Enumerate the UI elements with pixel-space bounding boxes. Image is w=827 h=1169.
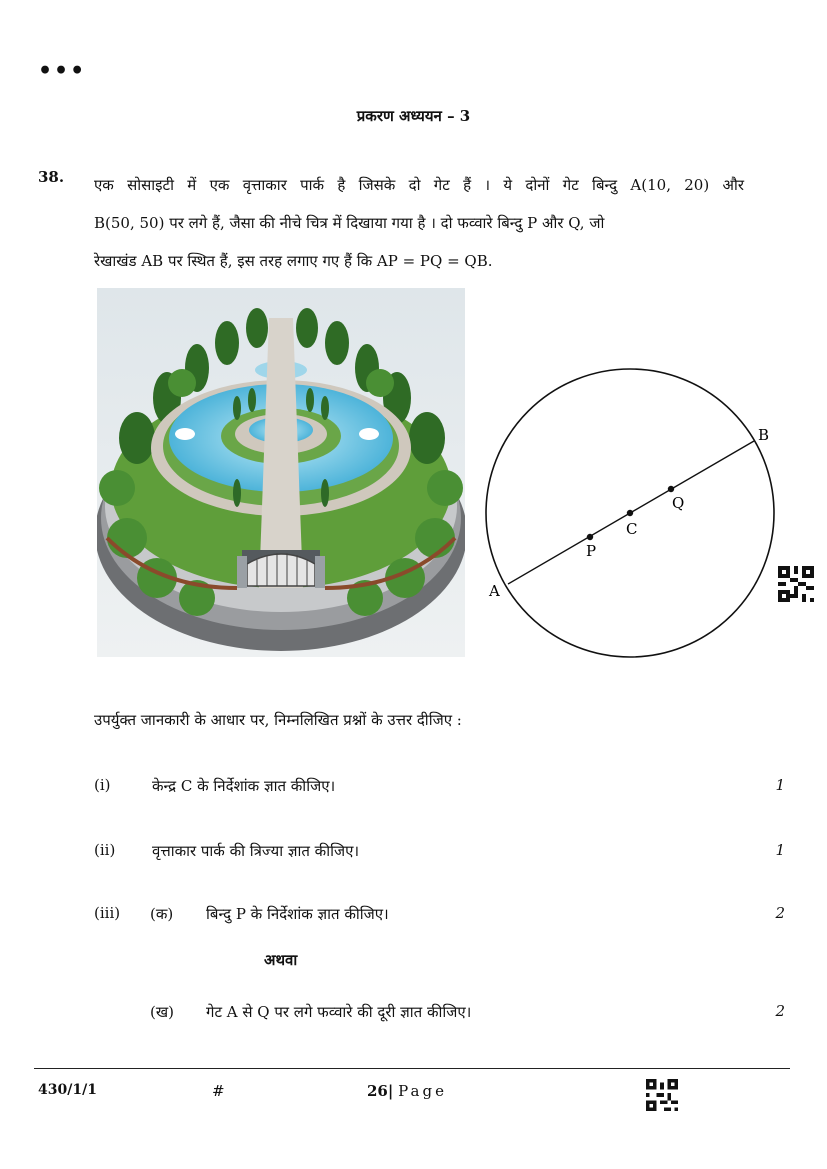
section-title: प्रकरण अध्ययन – 3 [356,107,471,125]
page-separator: | [387,1082,394,1100]
question-text [94,166,744,280]
footer-divider [34,1068,790,1069]
point-c [627,510,633,516]
subquestion-iii-b-text: गेट A से Q पर लगे फव्वारे की दूरी ज्ञात कीजिए। [206,1003,472,1021]
question-number: 38. [38,168,65,186]
label-p: P [586,542,597,560]
question-line-2: B(50, 50) पर लगे हैं, जैसा की नीचे चित्र में दिखाया गया है । दो फव्वारे बिन्दु P और Q, जो [94,214,605,232]
question-line-3: रेखाखंड AB पर स्थित हैं, इस तरह लगाए गए हैं कि AP = PQ = QB. [94,252,493,270]
subquestion-ii-text: वृत्ताकार पार्क की त्रिज्या ज्ञात कीजिए। [152,842,360,860]
page-label: Page [398,1082,447,1100]
side-qr-code [778,565,814,603]
header-dots: ••• [38,58,87,84]
question-line-1: एक सोसाइटी में एक वृत्ताकार पार्क है जिसके दो गेट हैं । ये दोनों गेट बिन्दु A(10, 20) और [94,176,744,194]
label-b: B [758,426,770,444]
paper-code: 430/1/1 [38,1082,97,1098]
or-separator: अथवा [264,951,298,969]
park-illustration [97,288,465,657]
footer-hash: # [212,1082,225,1100]
subquestion-iii-label: (iii) [94,904,121,922]
subquestion-ii-marks: 1 [775,841,785,859]
page-number [367,1082,447,1100]
point-q [668,486,674,492]
label-q: Q [672,494,685,512]
page-number-value: 26 [367,1082,388,1100]
subquestion-iii-b-label: (ख) [150,1003,174,1021]
label-c: C [626,520,638,538]
point-p [587,534,593,540]
instructions-text: उपर्युक्त जानकारी के आधार पर, निम्नलिखित प्रश्नों के उत्तर दीजिए : [94,711,462,729]
subquestion-i-marks: 1 [775,776,785,794]
footer-qr-code [646,1078,678,1112]
subquestion-iii-a-label: (क) [150,905,174,923]
subquestion-iii-b-marks: 2 [775,1002,785,1020]
label-a: A [489,582,500,600]
subquestion-ii-label: (ii) [94,841,116,859]
subquestion-iii-a-marks: 2 [775,904,785,922]
subquestion-i-label: (i) [94,776,111,794]
subquestion-iii-a-text: बिन्दु P के निर्देशांक ज्ञात कीजिए। [206,905,389,923]
circle-diagram [480,360,790,660]
subquestion-i-text: केन्द्र C के निर्देशांक ज्ञात कीजिए। [152,777,336,795]
